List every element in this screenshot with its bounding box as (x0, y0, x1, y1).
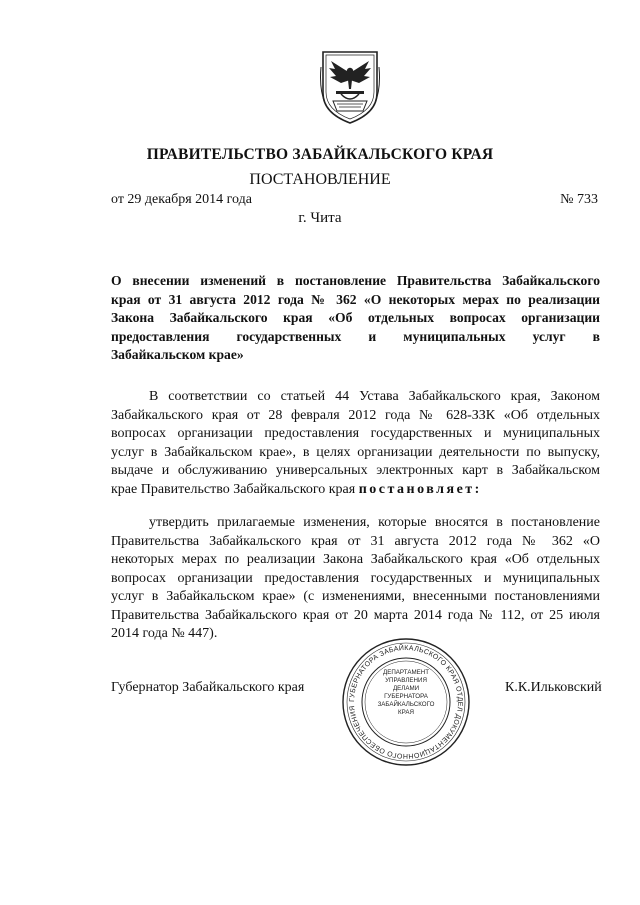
seal-center-text (369, 669, 443, 717)
subject-line: края от 31 августа 2012 года № 362 «О некоторых мерах по реализации (111, 291, 600, 307)
decree-word: постановляет: (358, 481, 482, 497)
resolution-paragraph (111, 514, 600, 644)
seal-line: УПРАВЛЕНИЯ (385, 677, 427, 684)
seal-line: ЗАБАЙКАЛЬСКОГО (377, 701, 435, 708)
subject-line: Забайкальском крае» (111, 347, 244, 362)
preamble-line: Забайкальского края от 28 февраля 2012 года № 628-ЗЗК «Об отдельных (111, 407, 600, 423)
preamble-line-prefix: крае Правительство Забайкальского края (111, 481, 359, 497)
document-subject (111, 272, 600, 365)
seal-ring-text: ГУБЕРНАТОРА ЗАБАЙКАЛЬСКОГО КРАЯ ОТДЕЛ ДОКУМЕНТАЦИОННОГО ОБЕСПЕЧЕНИЯ (348, 644, 464, 760)
subject-line: О внесении изменений в постановление Правительства Забайкальского (111, 273, 600, 288)
document-type: ПОСТАНОВЛЕНИЕ (249, 171, 391, 188)
resolution-line: некоторых мерах по реализации Закона Забайкальского края «Об отдельных (111, 552, 600, 567)
preamble-line: В соответствии со статьей 44 Устава Забайкальского края, Законом (149, 389, 600, 404)
resolution-line: Правительства Забайкальского края от 31 августа 2012 года № 362 «О (111, 533, 600, 549)
document-date: от 29 декабря 2014 года (111, 192, 252, 207)
coat-of-arms-icon (319, 49, 381, 125)
seal-line: ДЕЛАМИ (392, 685, 420, 692)
document-city: г. Чита (298, 210, 342, 226)
preamble-last-line (111, 481, 600, 500)
resolution-line: вопросах организации предоставления государственных и муниципальных (111, 570, 600, 586)
seal-line: ГУБЕРНАТОРА (384, 693, 428, 700)
signatory-position: Губернатор Забайкальского края (111, 680, 305, 695)
resolution-line: Правительства Забайкальского края от 20 марта 2014 года № 112, от 25 июля (111, 607, 600, 623)
subject-line: Закона Забайкальского края «Об отдельных вопросах организации (111, 310, 600, 325)
subject-line: предоставления государственных и муниципальных услуг в (111, 328, 600, 344)
resolution-line: 2014 года № 447). (111, 626, 218, 641)
resolution-line: услуг в Забайкальском крае» (с изменениями, внесенными постановлениями (111, 589, 600, 604)
preamble-line: выдаче и обслуживанию универсальных электронных карт в Забайкальском (111, 463, 600, 478)
resolution-line: утвердить прилагаемые изменения, которые вносятся в постановление (149, 515, 600, 530)
preamble-line: услуг в Забайкальском крае», в целях организации деятельности по выпуску, (111, 444, 600, 460)
preamble-paragraph (111, 388, 600, 499)
document-number: № 733 (560, 192, 598, 207)
government-name: ПРАВИТЕЛЬСТВО ЗАБАЙКАЛЬСКОГО КРАЯ (146, 146, 494, 163)
seal-line: КРАЯ (398, 709, 414, 716)
seal-line: ДЕПАРТАМЕНТ (383, 669, 429, 676)
signatory-name: К.К.Ильковский (505, 680, 602, 695)
preamble-line: вопросах организации предоставления государственных и муниципальных (111, 426, 600, 441)
